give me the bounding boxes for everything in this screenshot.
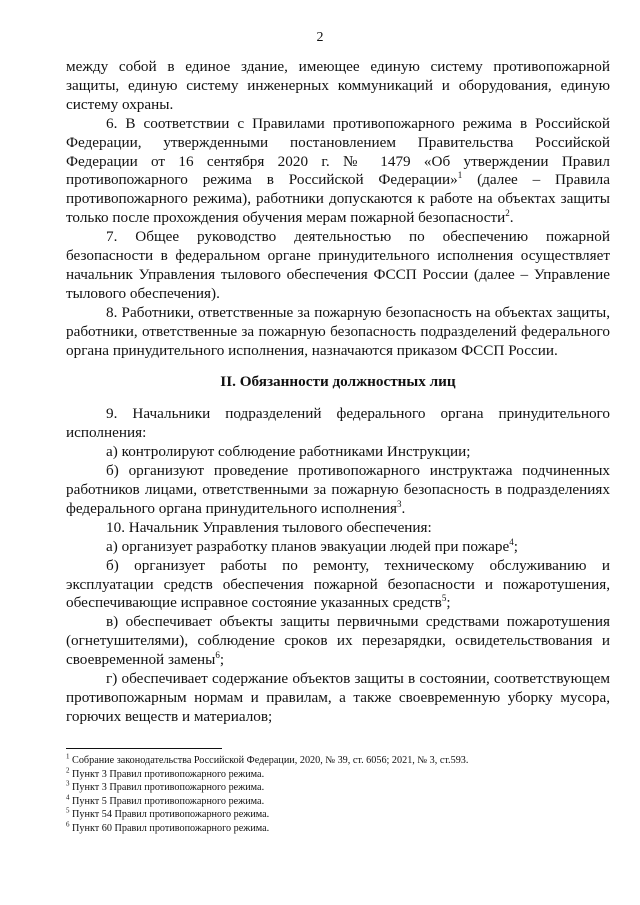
document-body <box>66 58 610 727</box>
footnote-1: $^1$ Собрание законодательства Российской Федерации, 2020, № 39, ст. 6056; 2021, № 3, ст.593. <box>66 752 469 766</box>
paragraph-continuation: между собой в единое здание, имеющее единую систему противопожарной защиты, единую систему инженерных коммуникаций и оборудования, единую систему охраны. <box>66 58 610 113</box>
paragraph-9b: б) организуют проведение противопожарного инструктажа подчиненных работников лицами, ответственными за пожарную безопасность в подразделениях федерального органа принудительного исполнения$^3$. <box>66 462 610 517</box>
paragraph-9a: а) контролируют соблюдение работниками Инструкции; <box>106 443 471 461</box>
paragraph-10b: б) организует работы по ремонту, техническому обслуживанию и эксплуатации средств обеспечения пожарной безопасности и пожаротушения, обеспечивающие исправное состояние указанных средств$^5$; <box>66 556 610 612</box>
footnote-ref: 3 <box>397 498 402 509</box>
paragraph-8: 8. Работники, ответственные за пожарную безопасность на объектах защиты, работники, ответственные за пожарную безопасность подразделений федерального органа принудительного исполнения, назначаются приказом ФССП России. <box>66 303 610 359</box>
footnote-ref: 5 <box>441 593 447 604</box>
footnote-2: $^2$ Пункт 3 Правил противопожарного режима. <box>66 766 265 780</box>
paragraph-10v: в) обеспечивает объекты защиты первичными средствами пожаротушения (огнетушителями), соблюдение сроков их перезарядки, освидетельствования и своевременной замены$^6$; <box>66 613 610 669</box>
footnote-ref: 1 <box>457 170 463 181</box>
footnote-ref: 4 <box>509 536 514 547</box>
footnote-ref: 2 <box>505 208 510 219</box>
footnotes <box>66 754 610 836</box>
footnote-3: $^3$ Пункт 3 Правил противопожарного режима. <box>66 779 265 794</box>
paragraph-10a: а) организует разработку планов эвакуации людей при пожаре$^4$; <box>106 536 518 555</box>
footnote-5: $^5$ Пункт 54 Правил противопожарного режима. <box>66 806 270 821</box>
footnote-ref: 6 <box>215 650 220 661</box>
page-number: 2 <box>316 30 324 45</box>
paragraph-10: 10. Начальник Управления тылового обеспечения: <box>106 518 432 536</box>
paragraph-6: 6. В соответствии с Правилами противопожарного режима в Российской Федерации, утвержденными постановлением Правительства Российской Федерации от 16 сентября 2020 г. № 1479 «Об утверждении Правил противопожарного режима в Российской Федерации»$^1$ (далее – Правила противопожарного режима), работники допускаются к работе на объектах защиты только после прохождения обучения мерам пожарной безопасности$^2$. <box>66 114 610 227</box>
paragraph-7: 7. Общее руководство деятельностью по обеспечению пожарной безопасности в федеральном органе принудительного исполнения осуществляет начальник Управления тылового обеспечения ФССП России (далее – Управление тылового обеспечения). <box>66 228 610 302</box>
footnote-4: $^4$ Пункт 5 Правил противопожарного режима. <box>66 793 265 807</box>
section-heading: II. Обязанности должностных лиц <box>220 372 456 390</box>
paragraph-10g: г) обеспечивает содержание объектов защиты в состоянии, соответствующем противопожарным нормам и правилам, а также своевременную уборку мусора, горючих веществ и материалов; <box>66 670 610 725</box>
paragraph-9: 9. Начальники подразделений федерального органа принудительного исполнения: <box>66 405 610 442</box>
footnote-separator <box>66 748 222 749</box>
footnote-6: $^6$ Пункт 60 Правил противопожарного режима. <box>66 820 270 834</box>
